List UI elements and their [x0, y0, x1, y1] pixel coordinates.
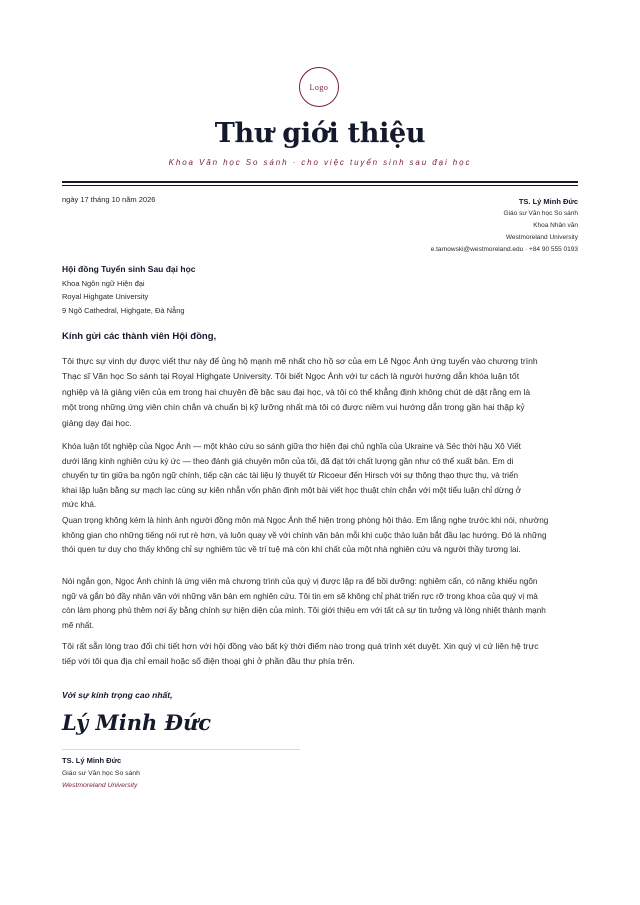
signature-name: TS. Lý Minh Đức [62, 756, 122, 765]
body-paragraph-3: Quan trọng không kém là hình ảnh người đồng môn mà Ngọc Ánh thể hiện trong phòng hội thảo. Em lắng nghe trước khi nói, nhường không gian cho những tiếng nói rụt rè hơn, và luôn quay về với chính văn bản mỗi khi cuộc thảo luận bắt đầu lạc hướng. Đó là những thói quen tư duy cho thấy không chỉ sự nghiêm túc về trí tuệ mà còn khí chất của một nhà nghiên cứu và người thầy tương lai. [62, 516, 549, 555]
letter-title: Thư giới thiệu [214, 118, 426, 149]
logo [299, 67, 339, 107]
recipient-org: Hội đồng Tuyển sinh Sau đại học [62, 264, 196, 274]
logo-text: Logo [309, 82, 329, 92]
closing: Với sự kính trọng cao nhất, [62, 690, 173, 700]
signature-role: Giáo sư Văn học So sánh [62, 769, 140, 777]
header-rule [62, 181, 578, 183]
sender-university: Westmoreland University [505, 234, 578, 241]
salutation: Kính gửi các thành viên Hội đồng, [62, 331, 217, 342]
sender-department: Khoa Nhân văn [533, 222, 578, 229]
body-paragraph-2: Khóa luận tốt nghiệp của Ngọc Ánh — một khảo cứu so sánh giữa thơ hiện đại chủ nghĩa của Ukraine và Séc thời hậu Xô Viết dưới lăng kính nghiên cứu ký ức — theo đánh giá chuyên môn của tôi, đã đạt tới chất lượng gần như có thể xuất bản. Em di chuyển tự tin giữa ba ngôn ngữ chính, tiếp cận các tài liệu lý thuyết từ Ricoeur đến Hirsch với sự thông thạo thực thụ, và triển khai lập luận bằng sự mạch lạc cùng sự kiên nhẫn vốn phân định một bài viết học thuật chín chắn với một tiểu luận chỉ dừng ở mức khá. [62, 442, 522, 510]
signature-block [62, 755, 140, 793]
sender-role: Giáo sư Văn học So sánh [503, 210, 578, 217]
body-paragraph-1: Tôi thực sự vinh dự được viết thư này để ủng hộ mạnh mẽ nhất cho hồ sơ của em Lê Ngọc Ánh ứng tuyển vào chương trình Thạc sĩ Văn học So sánh tại Royal Highgate University. Tôi biết Ngọc Ánh với tư cách là người hướng dẫn khóa luận tốt nghiệp và là giảng viên của em trong hai chuyên đề bậc sau đại học, và tôi có thể khẳng định không chút dè dặt rằng em là một trong những ứng viên chín chắn và chuẩn bị kỹ lưỡng nhất mà tôi có được niềm vui hướng dẫn trong gần hai thập kỷ giảng dạy đại học. [62, 356, 538, 428]
recipient-address: 9 Ngõ Cathedral, Highgate, Đà Nẵng [62, 305, 185, 315]
sender-name: TS. Lý Minh Đức [518, 197, 578, 206]
recipient-dept: Khoa Ngôn ngữ Hiện đại [62, 278, 145, 288]
body-paragraph-4: Nói ngắn gọn, Ngọc Ánh chính là ứng viên mà chương trình của quý vị được lập ra để bồi dưỡng: nghiêm cẩn, có năng khiếu ngôn ngữ và gắn bó đầy nhân văn với những văn bản em nghiên cứu. Tôi tin em sẽ không chỉ phát triển rực rỡ trong khoa của quý vị mà còn làm phong phú thêm nơi ấy bằng chính sự hiện diện của mình. Tôi giới thiệu em với tất cả sự tin tưởng và lòng nhiệt thành mạnh mẽ nhất. [62, 577, 546, 630]
sender-block [431, 196, 578, 256]
signature-script: Lý Minh Đức [62, 710, 212, 735]
letter-date: ngày 17 tháng 10 năm 2026 [62, 195, 156, 204]
signature-rule [62, 749, 300, 750]
recipient-university: Royal Highgate University [62, 292, 149, 301]
header-rule-thin [62, 185, 578, 186]
sender-contact: e.tarnowski@westmoreland.edu · +84 90 555 0193 [430, 246, 578, 253]
body-paragraph-5: Tôi rất sẵn lòng trao đổi chi tiết hơn với hội đồng vào bất kỳ thời điểm nào trong quá trình xét duyệt. Xin quý vị cứ liên hệ trực tiếp với tôi qua địa chỉ email hoặc số điện thoại ghi ở phần đầu thư phía trên. [62, 641, 539, 667]
letter-subtitle: Khoa Văn học So sánh · cho việc tuyển sinh sau đại học [168, 158, 472, 167]
recipient-block [62, 263, 196, 317]
signature-university: Westmoreland University [62, 782, 138, 789]
